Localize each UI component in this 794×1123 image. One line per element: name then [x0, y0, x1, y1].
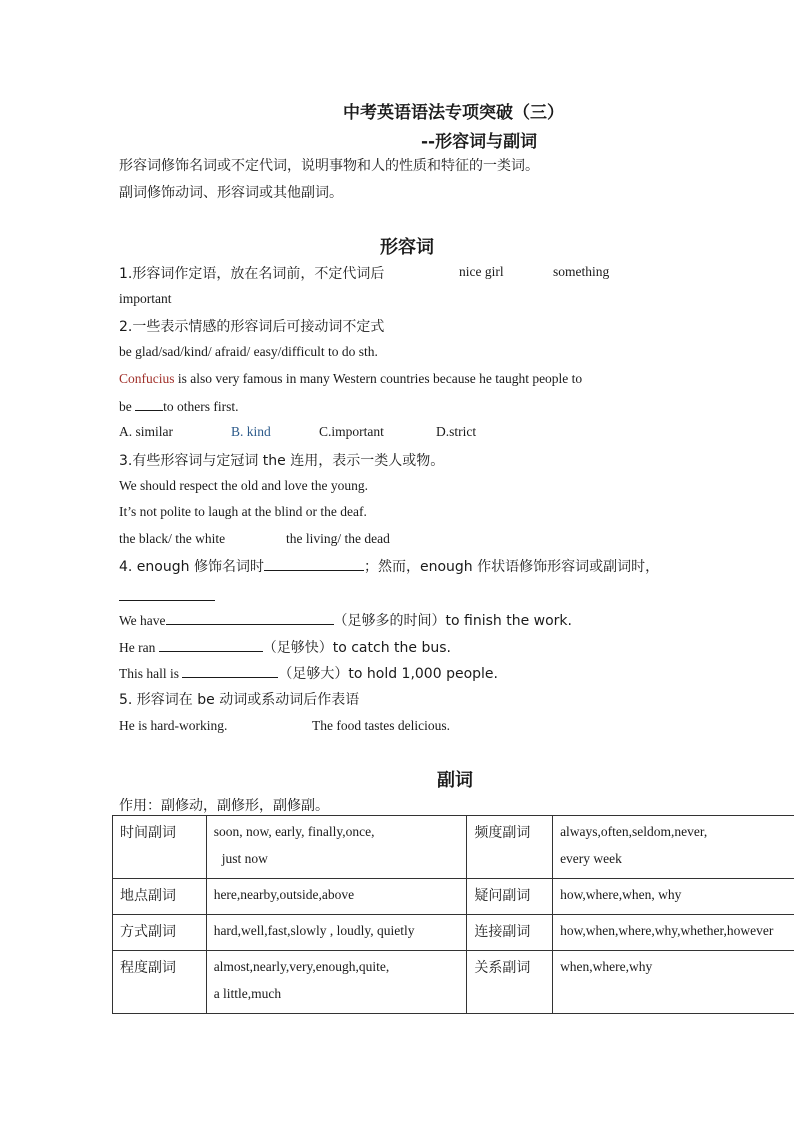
point-5-example-2: The food tastes delicious.	[312, 718, 450, 733]
category-cell: 疑问副词	[467, 879, 553, 915]
examples-cell	[206, 816, 467, 879]
category-cell: 连接副词	[467, 915, 553, 951]
point-4-blank-2-line	[119, 586, 215, 605]
category-cell: 时间副词	[113, 816, 207, 879]
point-4-sentence-2	[119, 637, 451, 657]
point-5-example-1: He is hard-working.	[119, 718, 228, 733]
question-sentence-2	[119, 398, 239, 415]
table-row	[113, 879, 794, 915]
examples-cell	[206, 951, 467, 1014]
sentence-1-blank[interactable]	[166, 612, 334, 625]
adverb-intro: 作用：副修动，副修形，副修副。	[119, 798, 329, 814]
point-4-blank-1[interactable]	[264, 558, 364, 571]
point-4-text	[119, 556, 659, 576]
sentence-3-start: This hall is	[119, 666, 183, 681]
adverb-heading: 副词	[437, 770, 473, 791]
question-sentence-1-rest: is also very famous in many Western countries because he taught people to	[174, 371, 583, 386]
point-3-example-2: It’s not polite to laugh at the blind or the deaf.	[119, 504, 367, 519]
option-d: D.strict	[436, 424, 477, 439]
option-b: B. kind	[231, 424, 271, 439]
point-4-sentence-3	[119, 663, 498, 683]
category-cell: 程度副词	[113, 951, 207, 1014]
examples-cell: hard,well,fast,slowly , loudly, quietly	[206, 915, 467, 951]
page-title: 中考英语语法专项突破（三）	[343, 103, 564, 123]
point-3-example-3a: the black/ the white	[119, 531, 226, 546]
point-1-example-2b: important	[119, 291, 172, 306]
point-3-example-1: We should respect the old and love the young.	[119, 478, 368, 493]
point-2-text: 2.一些表示情感的形容词后可接动词不定式	[119, 319, 385, 335]
option-a: A. similar	[119, 424, 173, 439]
intro-line-1: 形容词修饰名词或不定代词，说明事物和人的性质和特征的一类词。	[119, 158, 539, 174]
point-3-example-3b: the living/ the dead	[286, 531, 390, 546]
question-sentence-2-start: be	[119, 399, 136, 414]
point-4-sentence-1	[119, 610, 572, 630]
sentence-1-start: We have	[119, 613, 166, 628]
sentence-3-end: （足够大）to hold 1,000 people.	[278, 666, 498, 682]
question-name: Confucius	[119, 371, 175, 386]
question-sentence-1	[119, 371, 582, 387]
point-1-text: 1.形容词作定语，放在名词前，不定代词后	[119, 266, 385, 282]
examples-line: almost,nearly,very,enough,quite,	[213, 959, 390, 974]
question-sentence-2-end: to others first.	[163, 399, 239, 414]
adjective-heading: 形容词	[380, 237, 434, 258]
examples-line: every week	[560, 851, 622, 866]
category-cell: 方式副词	[113, 915, 207, 951]
point-3-text: 3.有些形容词与定冠词 the 连用，表示一类人或物。	[119, 453, 445, 469]
examples-line: just now	[221, 851, 268, 866]
sentence-3-blank[interactable]	[182, 665, 278, 678]
examples-cell: when,where,why	[553, 951, 794, 1014]
table-row	[113, 915, 794, 951]
intro-line-2: 副词修饰动词、形容词或其他副词。	[119, 185, 343, 201]
examples-cell: how,where,when, why	[553, 879, 794, 915]
point-4-blank-2[interactable]	[119, 588, 215, 601]
option-c: C.important	[319, 424, 384, 439]
sentence-2-end: （足够快）to catch the bus.	[262, 640, 451, 656]
sentence-2-blank[interactable]	[159, 639, 263, 652]
category-cell: 频度副词	[467, 816, 553, 879]
examples-cell: how,when,where,why,whether,however	[553, 915, 794, 951]
sentence-1-end: （足够多的时间）to finish the work.	[333, 613, 572, 629]
point-1-example-2: something	[553, 264, 610, 279]
page-subtitle: --形容词与副词	[421, 132, 538, 152]
point-4-text-b: ；然而，enough 作状语修饰形容词或副词时，	[363, 559, 660, 575]
examples-line: always,often,seldom,never,	[560, 824, 708, 839]
adverb-table	[112, 815, 794, 1014]
examples-cell: here,nearby,outside,above	[206, 879, 467, 915]
point-4-text-a: 4. enough 修饰名词时	[119, 559, 264, 575]
category-cell: 地点副词	[113, 879, 207, 915]
examples-line: soon, now, early, finally,once,	[213, 824, 375, 839]
examples-cell	[553, 816, 794, 879]
examples-line: a little,much	[213, 986, 282, 1001]
point-5-text: 5. 形容词在 be 动词或系动词后作表语	[119, 692, 360, 708]
point-1-example-1: nice girl	[459, 264, 504, 279]
table-row	[113, 951, 794, 1014]
category-cell: 关系副词	[467, 951, 553, 1014]
question-blank[interactable]	[135, 398, 163, 411]
sentence-2-start: He ran	[119, 640, 159, 655]
point-2-example: be glad/sad/kind/ afraid/ easy/difficult to do sth.	[119, 344, 378, 359]
table-row	[113, 816, 794, 879]
